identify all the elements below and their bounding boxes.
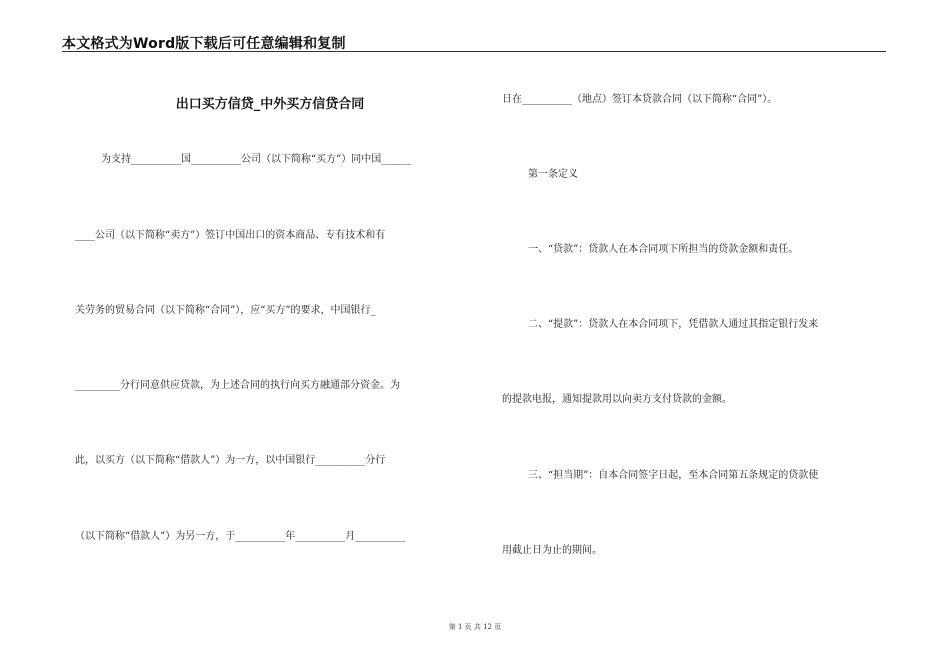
paragraph-line: 的提款电报，通知提款用以向卖方支付贷款的金额。: [502, 394, 732, 405]
definition-item: 一、“贷款”：贷款人在本合同项下所担当的贷款金额和责任。: [528, 244, 799, 255]
paragraph-line: _________分行同意供应贷款，为上述合同的执行向买方融通部分资金。为: [75, 380, 400, 391]
paragraph-line: 关劳务的贸易合同（以下简称“合同”），应“买方”的要求，中国银行_: [75, 305, 376, 316]
definition-item: 二、“提款”：贷款人在本合同项下，凭借款人通过其指定银行发来: [528, 319, 819, 330]
paragraph-line: 此，以买方（以下简称“借款人”）为一方，以中国银行__________分行: [75, 455, 386, 466]
definition-item: 三、“担当期”：自本合同签字日起，至本合同第五条规定的贷款使: [528, 470, 819, 481]
paragraph-line: ____公司（以下简称“卖方”）签订中国出口的资本商品、专有技术和有: [75, 230, 386, 241]
paragraph-line: 日在__________（地点）签订本贷款合同（以下简称“合同”）。: [502, 94, 778, 105]
header-divider: [62, 51, 886, 52]
paragraph-line: 用截止日为止的期间。: [502, 545, 602, 556]
document-title: 出口买方信贷_中外买方信贷合同: [175, 97, 365, 112]
section-heading: 第一条定义: [528, 169, 578, 180]
page-number: 第 1 页 共 12 页: [448, 623, 502, 631]
paragraph-line: 为支持__________国__________公司（以下简称“买方”）同中国______: [101, 154, 412, 165]
document-header: 本文格式为Word版下载后可任意编辑和复制: [62, 36, 346, 52]
paragraph-line: （以下简称“借款人”）为另一方，于__________年__________月__________: [75, 531, 406, 542]
